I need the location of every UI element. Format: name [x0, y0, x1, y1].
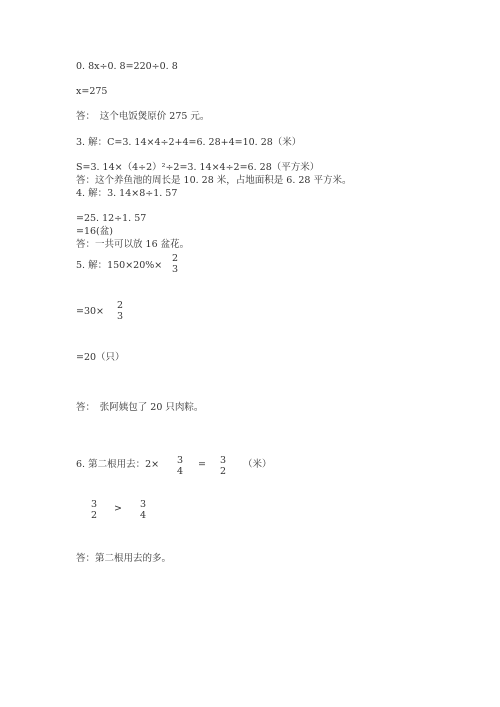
fraction-three-halves-compare: [88, 499, 100, 521]
problem-4-step: =25. 12÷1. 57: [76, 213, 147, 224]
fraction-three-quarters-compare: [137, 499, 149, 521]
fraction-three-quarters: [174, 455, 186, 477]
fraction-three-halves: [217, 455, 229, 477]
answer-sentence-3: 答：这个养鱼池的周长是 10. 28 米，占地面积是 6. 28 平方米。: [76, 175, 352, 186]
fraction-denominator: 4: [176, 466, 184, 477]
problem-4-result: =16(盆): [76, 226, 113, 237]
fraction-two-thirds-2: [114, 300, 126, 322]
problem-3-circumference: 3. 解：C=3. 14×4÷2+4=6. 28+4=10. 28（米）: [76, 137, 302, 148]
problem-5-start: 5. 解：150×20%×: [76, 260, 163, 271]
fraction-numerator: 3: [176, 455, 184, 466]
fraction-numerator: 3: [90, 499, 98, 510]
problem-5-result: =20（只）: [76, 352, 125, 363]
answer-sentence-2: 答： 这个电饭煲原价 275 元。: [76, 111, 210, 122]
equation-line-1: 0. 8x÷0. 8=220÷0. 8: [76, 61, 178, 72]
fraction-denominator: 2: [219, 466, 227, 477]
fraction-denominator: 4: [139, 510, 147, 521]
problem-5-step: =30×: [76, 306, 105, 317]
fraction-numerator: 3: [139, 499, 147, 510]
fraction-denominator: 3: [171, 264, 179, 275]
answer-sentence-4: 答：一共可以放 16 盆花。: [76, 239, 190, 250]
problem-4-start: 4. 解：3. 14×8÷1. 57: [76, 188, 178, 199]
greater-than-sign: >: [114, 503, 122, 514]
fraction-numerator: 2: [171, 253, 179, 264]
fraction-numerator: 3: [219, 455, 227, 466]
unit-meters: （米）: [243, 459, 272, 470]
fraction-two-thirds: [169, 253, 181, 275]
fraction-numerator: 2: [116, 300, 124, 311]
fraction-denominator: 2: [90, 510, 98, 521]
problem-3-area: S=3. 14×（4÷2）²÷2=3. 14×4÷2=6. 28（平方米）: [76, 162, 320, 173]
problem-6-start: 6. 第二根用去：2×: [76, 459, 160, 470]
fraction-denominator: 3: [116, 311, 124, 322]
answer-sentence-5: 答： 张阿姨包了 20 只肉粽。: [76, 402, 204, 413]
answer-x-line: x=275: [76, 86, 108, 97]
equals-sign: =: [198, 459, 206, 470]
answer-sentence-6: 答：第二根用去的多。: [76, 553, 172, 564]
